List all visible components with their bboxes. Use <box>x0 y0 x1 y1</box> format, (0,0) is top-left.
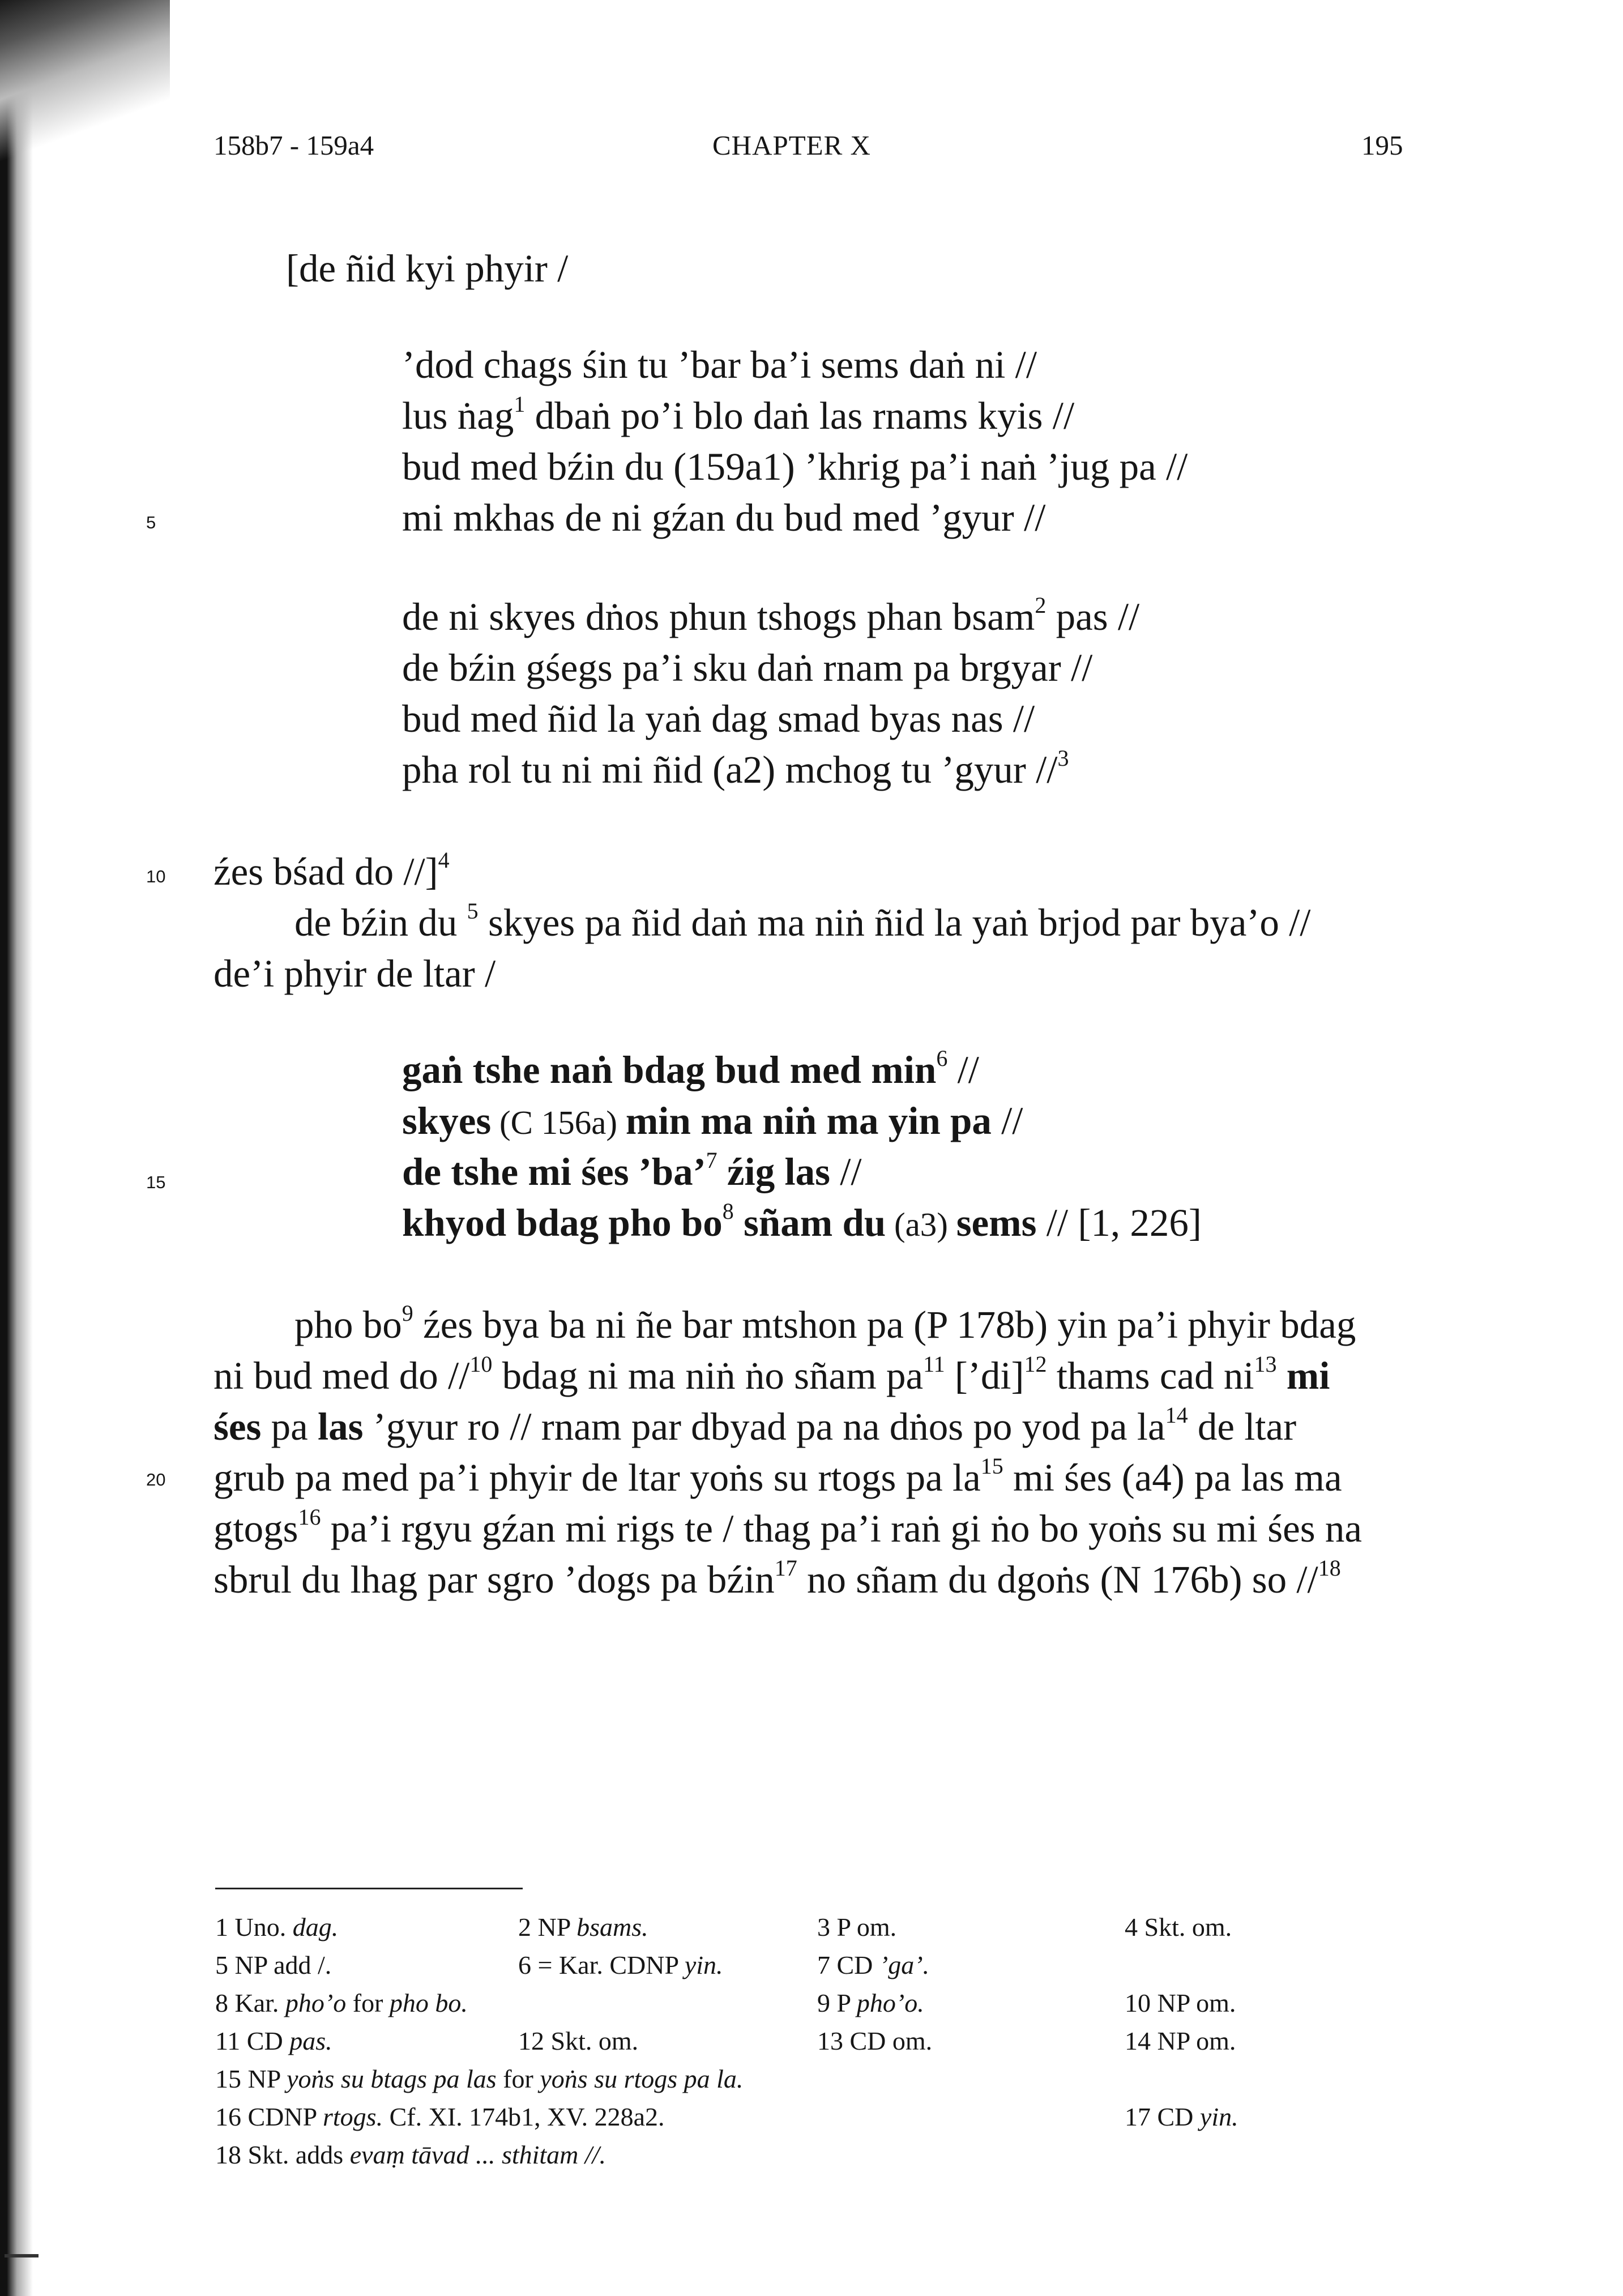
footnote-ref: 13 <box>1254 1351 1277 1377</box>
footnote-ref: 11 <box>923 1351 945 1377</box>
verse-line: lus ṅag$^1$ dbaṅ po’i blo daṅ las rnams kyis // <box>402 391 1075 437</box>
footnote-ref: 15 <box>980 1453 1003 1479</box>
verse-line: pha rol tu ni mi ñid (a2) mchog tu ’gyur //$^3$ <box>402 745 1069 791</box>
footnote: 18 Skt. adds evaṃ tāvad ... sthitam //. <box>215 2140 606 2169</box>
footnote: 10 NP om. <box>1125 1988 1236 2017</box>
footnote-ref: 3 <box>1057 745 1069 771</box>
footnote-ref: 9 <box>402 1300 413 1326</box>
verse-line: mi mkhas de ni gźan du bud med ’gyur // <box>402 496 1046 539</box>
footnote: 7 CD ’ga’. <box>817 1951 930 1979</box>
verse-line: bud med bźin du (159a1) ’khrig pa’i naṅ ’jug pa // <box>402 445 1188 488</box>
footnote: 17 CD yin. <box>1125 2102 1238 2131</box>
footnote: 15 NP yoṅs su btags pa las for yoṅs su rtogs pa la. <box>215 2064 744 2093</box>
footnote: 11 CD pas. <box>215 2026 332 2055</box>
binding-shadow <box>0 0 34 2296</box>
footnote-ref: 14 <box>1165 1402 1188 1428</box>
root-verse-line: khyod bdag pho $bo^8$ sñam du (a3) sems // [1, 226] <box>402 1198 1202 1244</box>
binding-foot-mark <box>5 2254 39 2257</box>
text-line: [de ñid kyi phyir / <box>286 247 569 290</box>
footnote: 14 NP om. <box>1125 2026 1236 2055</box>
footnote-ref: 12 <box>1024 1351 1047 1377</box>
footnote: 13 CD om. <box>817 2026 933 2055</box>
footnote-rule <box>215 1888 523 1889</box>
footnote-ref: 7 <box>706 1147 717 1173</box>
text-line: de bźin du $^5$ skyes pa ñid daṅ ma niṅ ñid la yaṅ brjod par bya’o // <box>294 898 1311 944</box>
footnote-ref: 18 <box>1318 1555 1341 1581</box>
line-number-5: 5 <box>146 513 156 532</box>
footnote-ref: 17 <box>774 1555 797 1581</box>
footnote: 2 NP bsams. <box>518 1913 648 1941</box>
footnote: 1 Uno. dag. <box>215 1913 339 1941</box>
text-line: źes bśad do //]$^4$ <box>213 847 450 893</box>
footnote: 4 Skt. om. <box>1125 1913 1232 1941</box>
footnote-ref: 2 <box>1035 592 1047 618</box>
root-verse-line: skyes (C 156a) min ma niṅ ma yin pa // <box>402 1099 1023 1142</box>
footnote: 16 CDNP rtogs. Cf. XI. 174b1, XV. 228a2. <box>215 2102 665 2131</box>
footnote-ref: 8 <box>722 1198 734 1224</box>
footnote-ref: 10 <box>469 1351 493 1377</box>
binding-corner-shadow <box>0 0 170 187</box>
footnote: 8 Kar. pho’o for pho bo. <box>215 1988 468 2017</box>
footnote-ref: 5 <box>467 898 479 924</box>
verse-line: de ni skyes dṅos phun tshogs phan bsam$^2$ pas // <box>402 592 1140 638</box>
text-line: gtogs$^{16}$ pa’i rgyu gźan mi rigs te / thag pa’i raṅ gi ṅo bo yoṅs su mi śes na <box>213 1504 1362 1550</box>
text-line: grub pa med pa’i phyir de ltar yoṅs su rtogs pa $la^{15}$ mi śes (a4) pa las ma <box>213 1453 1342 1499</box>
footnote-ref: 6 <box>936 1045 948 1071</box>
running-header-folio-range: 158b7 - 159a4 <box>213 130 374 161</box>
root-verse-line: de tshe mi śes ’ba’$^7$ źig las // <box>402 1147 862 1193</box>
footnote: 3 P om. <box>817 1913 897 1941</box>
footnote-ref: 4 <box>438 847 450 873</box>
footnote-ref: 16 <box>298 1504 321 1530</box>
footnote: 6 = Kar. CDNP yin. <box>518 1951 723 1979</box>
page-number: 195 <box>1361 130 1403 161</box>
footnote: 5 NP add /. <box>215 1951 332 1979</box>
root-verse-line: gaṅ tshe naṅ bdag bud med $\min^6$ // <box>402 1045 979 1091</box>
footnote: 12 Skt. om. <box>518 2026 639 2055</box>
text-line: sbrul du lhag par sgro ’dogs pa bźin$^{17}$ no sñam du dgoṅs (N 176b) so //$^{18}$ <box>213 1555 1341 1601</box>
text-line: de’i phyir de ltar / <box>213 952 496 995</box>
line-number-15: 15 <box>146 1172 166 1192</box>
line-number-20: 20 <box>146 1470 166 1490</box>
text-line: śes pa las ’gyur ro // rnam par dbyad pa na dṅos po yod pa $la^{14}$ de ltar <box>213 1402 1297 1448</box>
footnote-ref: 1 <box>514 391 526 417</box>
line-number-10: 10 <box>146 867 166 886</box>
verse-line: ’dod chags śin tu ’bar ba’i sems daṅ ni // <box>402 343 1037 386</box>
verse-line: de bźin gśegs pa’i sku daṅ rnam pa brgyar // <box>402 646 1093 689</box>
text-line: pho $bo^9$ źes bya ba ni ñe bar mtshon pa (P 178b) yin pa’i phyir bdag <box>294 1300 1356 1346</box>
verse-line: bud med ñid la yaṅ dag smad byas nas // <box>402 697 1035 740</box>
text-line: ni bud med do //$^{10}$ bdag ni ma niṅ ṅo sñam $pa^{11}$ [’di]$^{12}$ thams cad $ni^{13}$ mi <box>213 1351 1330 1397</box>
footnote: 9 P pho’o. <box>817 1988 924 2017</box>
running-header-chapter: CHAPTER X <box>712 130 871 161</box>
